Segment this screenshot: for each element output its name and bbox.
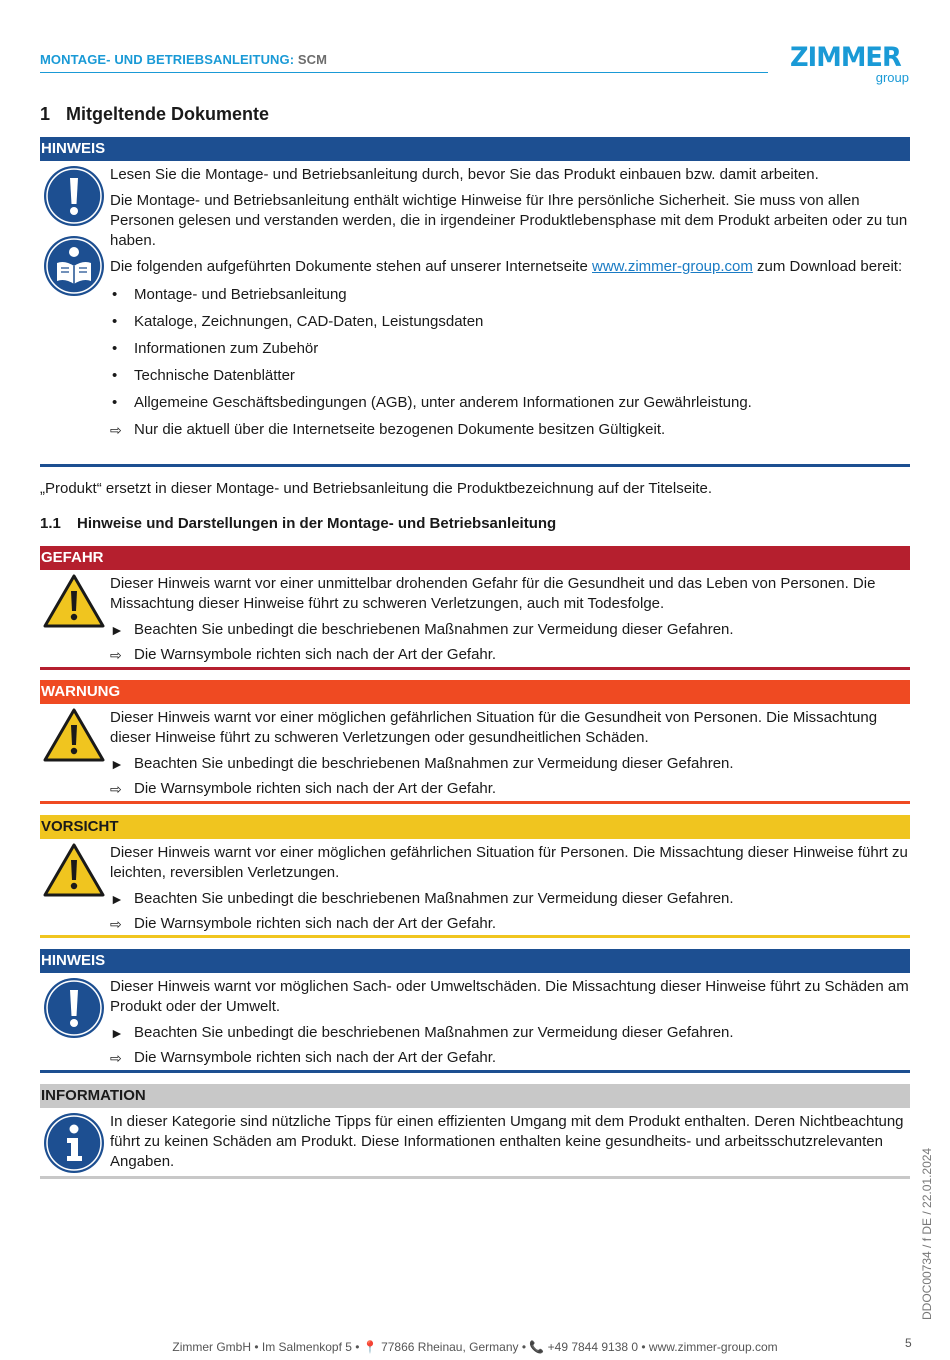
list-item-text: Technische Datenblätter [134, 367, 295, 384]
bullet-icon: • [112, 313, 118, 330]
action-arrow-icon: ► [110, 756, 124, 772]
action-line [110, 620, 910, 640]
warning-triangle-icon [43, 574, 105, 628]
action-line [110, 754, 910, 774]
notice-label: INFORMATION [40, 1084, 910, 1108]
page-number: 5 [905, 1336, 912, 1350]
notice-paragraph: Die Montage- und Betriebsanleitung enthält wichtige Hinweise für Ihre persönliche Sicherheit. Sie muss von allen Personen gelesen und verstanden werden, die in irgendeiner Produktlebensphase mit dem Produkt arbeiten oder zu tun haben. [110, 192, 908, 249]
result-arrow-icon: ⇨ [110, 1050, 122, 1066]
notice-icons [43, 843, 107, 905]
notice-paragraph [110, 257, 910, 277]
notice-danger [40, 546, 910, 670]
notice-rule [40, 935, 910, 938]
result-text: Die Warnsymbole richten sich nach der Art der Gefahr. [134, 915, 497, 932]
list-item [110, 366, 910, 386]
notice-text: In dieser Kategorie sind nützliche Tipps für einen effizienten Umgang mit dem Produkt enthalten. Deren Nichtbeachtung führt zu keinen Schäden am Produkt. Diese Informationen enthalten keine gesundheits- und arbeitsschutzrelevanten Angaben. [110, 1113, 904, 1170]
section-number: 1 [40, 104, 51, 124]
result-arrow-icon: ⇨ [110, 781, 122, 797]
notice-icons [43, 1112, 107, 1182]
warning-triangle-icon [43, 708, 105, 762]
notice-icons [43, 574, 107, 636]
header-divider [40, 72, 768, 73]
section-title: Hinweise und Darstellungen in der Montage- und Betriebsanleitung [77, 515, 557, 532]
notice-body [40, 839, 910, 934]
notice-rule [40, 1070, 910, 1073]
zimmer-logo [790, 44, 915, 88]
header-product: SCM [297, 52, 328, 67]
notice-text: Dieser Hinweis warnt vor einer möglichen gefährlichen Situation für Personen. Die Missachtung dieser Hinweise führt zu leichten, reversiblen Verletzungen. [110, 844, 908, 881]
list-item-text: Kataloge, Zeichnungen, CAD-Daten, Leistungsdaten [134, 313, 484, 330]
section-number: 1.1 [40, 515, 61, 532]
notice-paragraph: Lesen Sie die Montage- und Betriebsanleitung durch, bevor Sie das Produkt einbauen bzw. damit arbeiten. [110, 166, 819, 183]
result-line [110, 420, 910, 440]
exclamation-icon [43, 165, 105, 227]
list-item-text: Allgemeine Geschäftsbedingungen (AGB), unter anderem Informationen zur Gewährleistung. [134, 394, 752, 411]
info-icon [43, 1112, 105, 1174]
action-line [110, 1023, 910, 1043]
result-line [110, 1048, 910, 1068]
action-text: Beachten Sie unbedingt die beschriebenen Maßnahmen zur Vermeidung dieser Gefahren. [134, 755, 734, 772]
notice-text: Dieser Hinweis warnt vor einer möglichen gefährlichen Situation für die Gesundheit von Personen. Die Missachtung dieser Hinweise führt zu schweren Verletzungen oder gesundheitlichen Schäden. [110, 709, 878, 746]
list-item-text: Informationen zum Zubehör [134, 340, 319, 357]
notice-icons [43, 708, 107, 770]
result-text: Nur die aktuell über die Internetseite bezogenen Dokumente besitzen Gültigkeit. [134, 421, 666, 438]
notice-icons [43, 977, 107, 1047]
notice-rule [40, 1176, 910, 1179]
action-text: Beachten Sie unbedingt die beschriebenen Maßnahmen zur Vermeidung dieser Gefahren. [134, 621, 734, 638]
notice-warning [40, 680, 910, 804]
list-item [110, 285, 910, 305]
action-arrow-icon: ► [110, 622, 124, 638]
logo-word: ZIMMER [790, 42, 901, 73]
notice-main [40, 137, 910, 445]
notice-caution [40, 815, 910, 939]
header-title: MONTAGE- UND BETRIEBSANLEITUNG: [40, 52, 295, 67]
result-line [110, 779, 910, 799]
notice-body [40, 570, 910, 665]
action-arrow-icon: ► [110, 891, 124, 907]
action-line [110, 889, 910, 909]
section-heading-1 [40, 104, 269, 125]
notice-label: VORSICHT [40, 815, 910, 839]
page-footer: Zimmer GmbH • Im Salmenkopf 5 • 📍 77866 Rheinau, Germany • 📞 +49 7844 9138 0 • www.zimmer-group.com [172, 1340, 778, 1354]
notice-text: Dieser Hinweis warnt vor möglichen Sach- oder Umweltschäden. Die Missachtung dieser Hinweise führt zu Schäden am Produkt oder der Umwelt. [110, 978, 909, 1015]
result-line [110, 645, 910, 665]
action-text: Beachten Sie unbedingt die beschriebenen Maßnahmen zur Vermeidung dieser Gefahren. [134, 890, 734, 907]
text-fragment: Die folgenden aufgeführten Dokumente stehen auf unserer Internetseite [110, 258, 592, 275]
notice-label: HINWEIS [40, 137, 910, 161]
list-item [110, 339, 910, 359]
section-title: Mitgeltende Dokumente [66, 104, 270, 124]
notice-label: GEFAHR [40, 546, 910, 570]
text-fragment: zum Download bereit: [752, 258, 903, 275]
notice-text: Dieser Hinweis warnt vor einer unmittelbar drohenden Gefahr für die Gesundheit und das Leben von Personen. Die Missachtung dieser Hinweise führt zu schweren Verletzungen, auch mit Todesfolge. [110, 575, 876, 612]
document-id: DDOC00734 / f DE / 22.01.2024 [920, 1147, 934, 1320]
notice-label: HINWEIS [40, 949, 910, 973]
result-line [110, 914, 910, 934]
bullet-icon: • [112, 286, 118, 303]
notice-information [40, 1084, 910, 1178]
logo-group: group [875, 70, 909, 85]
result-text: Die Warnsymbole richten sich nach der Art der Gefahr. [134, 646, 497, 663]
notice-rule [40, 667, 910, 670]
document-header [40, 52, 327, 67]
result-text: Die Warnsymbole richten sich nach der Art der Gefahr. [134, 780, 497, 797]
product-note: „Produkt“ ersetzt in dieser Montage- und Betriebsanleitung die Produktbezeichnung auf der Titelseite. [40, 480, 713, 497]
notice-rule [40, 464, 910, 467]
section-heading-1-1 [40, 515, 556, 532]
result-arrow-icon: ⇨ [110, 916, 122, 932]
list-item [110, 312, 910, 332]
result-text: Die Warnsymbole richten sich nach der Art der Gefahr. [134, 1049, 497, 1066]
warning-triangle-icon [43, 843, 105, 897]
action-text: Beachten Sie unbedingt die beschriebenen Maßnahmen zur Vermeidung dieser Gefahren. [134, 1024, 734, 1041]
bullet-icon: • [112, 367, 118, 384]
notice-body [40, 704, 910, 799]
notice-icons [43, 165, 107, 305]
notice-body [40, 161, 910, 440]
notice-label: WARNUNG [40, 680, 910, 704]
exclamation-icon [43, 977, 105, 1039]
notice-body [40, 973, 910, 1068]
bullet-icon: • [112, 394, 118, 411]
website-link[interactable]: www.zimmer-group.com [592, 258, 753, 275]
document-list [110, 285, 910, 440]
notice-body [40, 1108, 910, 1172]
read-manual-icon [43, 235, 105, 297]
action-arrow-icon: ► [110, 1025, 124, 1041]
list-item [110, 393, 910, 413]
result-arrow-icon: ⇨ [110, 647, 122, 663]
notice-note [40, 949, 910, 1073]
result-arrow-icon: ⇨ [110, 422, 122, 438]
bullet-icon: • [112, 340, 118, 357]
notice-rule [40, 801, 910, 804]
list-item-text: Montage- und Betriebsanleitung [134, 286, 347, 303]
